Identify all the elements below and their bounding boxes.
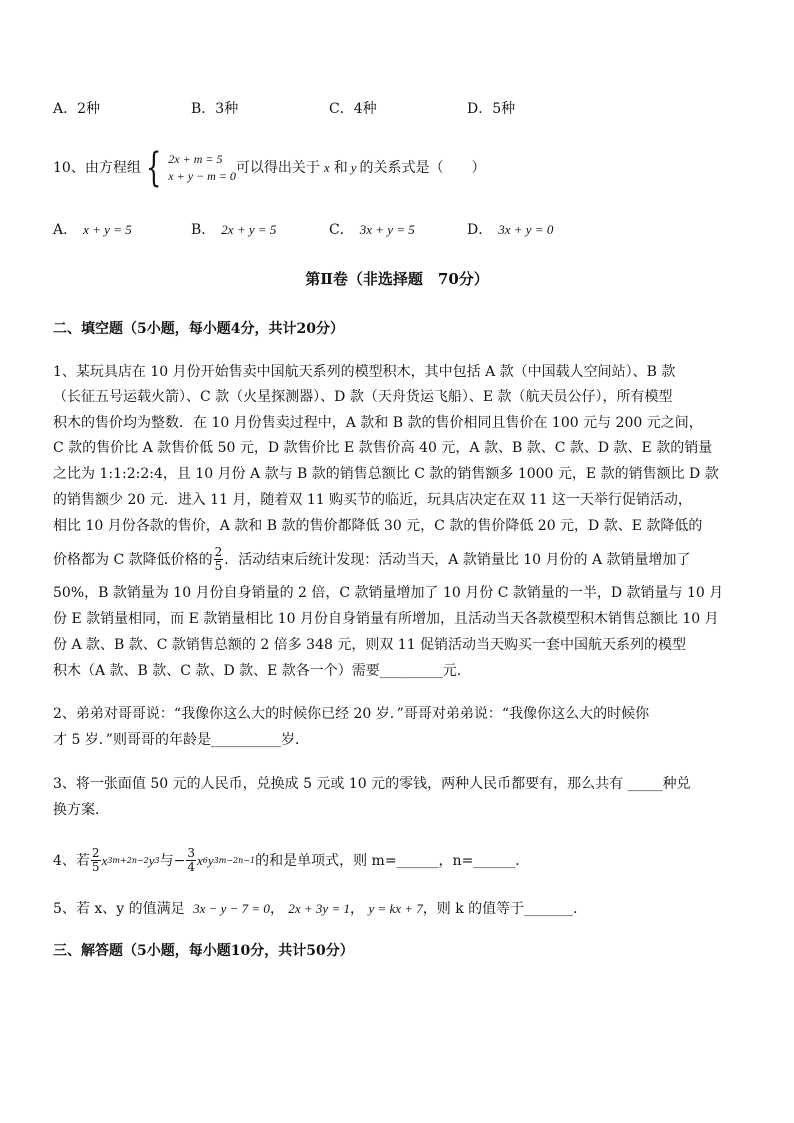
- system-eq1: 2x + m = 5: [168, 152, 223, 166]
- p1-line: 的销售额少 20 元．进入 11 月，随着双 11 购买节的临近，玩具店决定在双 11 这一天举行促销活动，: [53, 492, 692, 508]
- q10-var-x: x: [323, 160, 330, 175]
- system-eq2: x + y − m = 0: [168, 169, 236, 183]
- problem-5: 5、若 x、y 的值满足 3x − y − 7 = 0， 2x + 3y = 1， y = kx + 7，则 k 的值等于_______．: [53, 901, 588, 917]
- q10-option-d: D． 3x + y = 0: [467, 222, 554, 238]
- p1-line: 积木的售价均为整数．在 10 月份售卖过程中，A 款和 B 款的售价相同且售价在 100 元与 200 元之间，: [53, 415, 703, 431]
- fraction-two-fifths: $\frac{2}{5}$: [91, 846, 100, 874]
- p3-line: 3、将一张面值 50 元的人民币，兑换成 5 元或 10 元的零钱，两种人民币都要有，那么共有 _____种兑: [53, 776, 691, 792]
- q9-option-d: D．5种: [467, 101, 516, 117]
- q10-stem: [53, 145, 486, 191]
- p1-line: 相比 10 月份各款的售价，A 款和 B 款的售价都降低 30 元，C 款的售价降低 20 元，D 款、E 款降低的: [53, 518, 703, 534]
- p1-line: 积木（A 款、B 款、C 款、D 款、E 款各一个）需要_________元．: [53, 663, 471, 679]
- p2-line: 2、弟弟对哥哥说：“我像你这么大的时候你已经 20 岁．”哥哥对弟弟说：“我像你这么大的时候你: [53, 706, 650, 722]
- section3-heading: 三、解答题（5小题，每小题10分，共计50分）: [53, 943, 354, 959]
- p3-line: 换方案．: [53, 802, 109, 818]
- p2-line: 才 5 岁．”则哥哥的年龄是__________岁．: [53, 732, 309, 748]
- p1-line: （长征五号运载火箭）、C 款（火星探测器）、D 款（天舟货运飞船）、E 款（航天员公仔），所有模型: [53, 389, 673, 405]
- p1-line: 1、某玩具店在 10 月份开始售卖中国航天系列的模型积木，其中包括 A 款（中国载人空间站）、B 款: [53, 364, 676, 380]
- p1-line-fraction: 价格都为 C 款降低价格的 $\frac{2}{5}$ ．活动结束后统计发现：活动当天，A 款销量比 10 月份的 A 款销量增加了: [53, 545, 691, 573]
- q10-option-a: A． x + y = 5: [53, 222, 132, 238]
- q9-option-b: B．3种: [191, 101, 239, 117]
- problem-4: 4、若 $\frac{2}{5}$ x 3m+2n−2 y 3 与 − $\frac{3}{4}$ x 6 y 3m−2n−1 的和是单项式，则 m=______，n=______．: [53, 846, 530, 874]
- brace-icon: {: [145, 145, 162, 191]
- q9-option-c: C．4种: [329, 101, 377, 117]
- section2-heading: 二、填空题（5小题，每小题4分，共计20分）: [53, 321, 344, 337]
- q10-var-y: y: [350, 160, 357, 175]
- q10-option-b: B． 2x + y = 5: [191, 222, 277, 238]
- p1-line: 50%，B 款销量为 10 月份自身销量的 2 倍，C 款销量增加了 10 月份 C 款销量的一半，D 款销量与 10 月: [53, 585, 724, 601]
- q10-prefix: 10、由方程组: [53, 160, 141, 176]
- q9-option-a: A．2种: [53, 101, 101, 117]
- part2-title: 第Ⅱ卷（非选择题 70分）: [305, 270, 489, 288]
- p1-line: 份 E 款销量相同，而 E 款销量相比 10 月份自身销量有所增加，且活动当天各款模型积木销售总额比 10 月: [53, 611, 719, 627]
- q10-option-c: C． 3x + y = 5: [329, 222, 415, 238]
- fraction-three-fourths: $\frac{3}{4}$: [187, 846, 196, 874]
- fraction-two-fifths: $\frac{2}{5}$: [214, 545, 223, 573]
- q10-suffix-b: 的关系式是（ ）: [359, 160, 486, 176]
- q10-and: 和: [333, 160, 348, 176]
- p1-line: 份 A 款、B 款、C 款销售总额的 2 倍多 348 元，则双 11 促销活动当天购买一套中国航天系列的模型: [53, 637, 687, 653]
- equation-system: [141, 145, 236, 191]
- p1-line: C 款的售价比 A 款售价低 50 元，D 款售价比 E 款售价高 40 元，A 款、B 款、C 款、D 款、E 款的销量: [53, 440, 713, 456]
- p1-line: 之比为 1:1:2:2:4，且 10 月份 A 款与 B 款的销售总额比 C 款的销售额多 1000 元，E 款的销售额比 D 款: [53, 466, 719, 482]
- q10-suffix-a: 可以得出关于: [235, 160, 320, 176]
